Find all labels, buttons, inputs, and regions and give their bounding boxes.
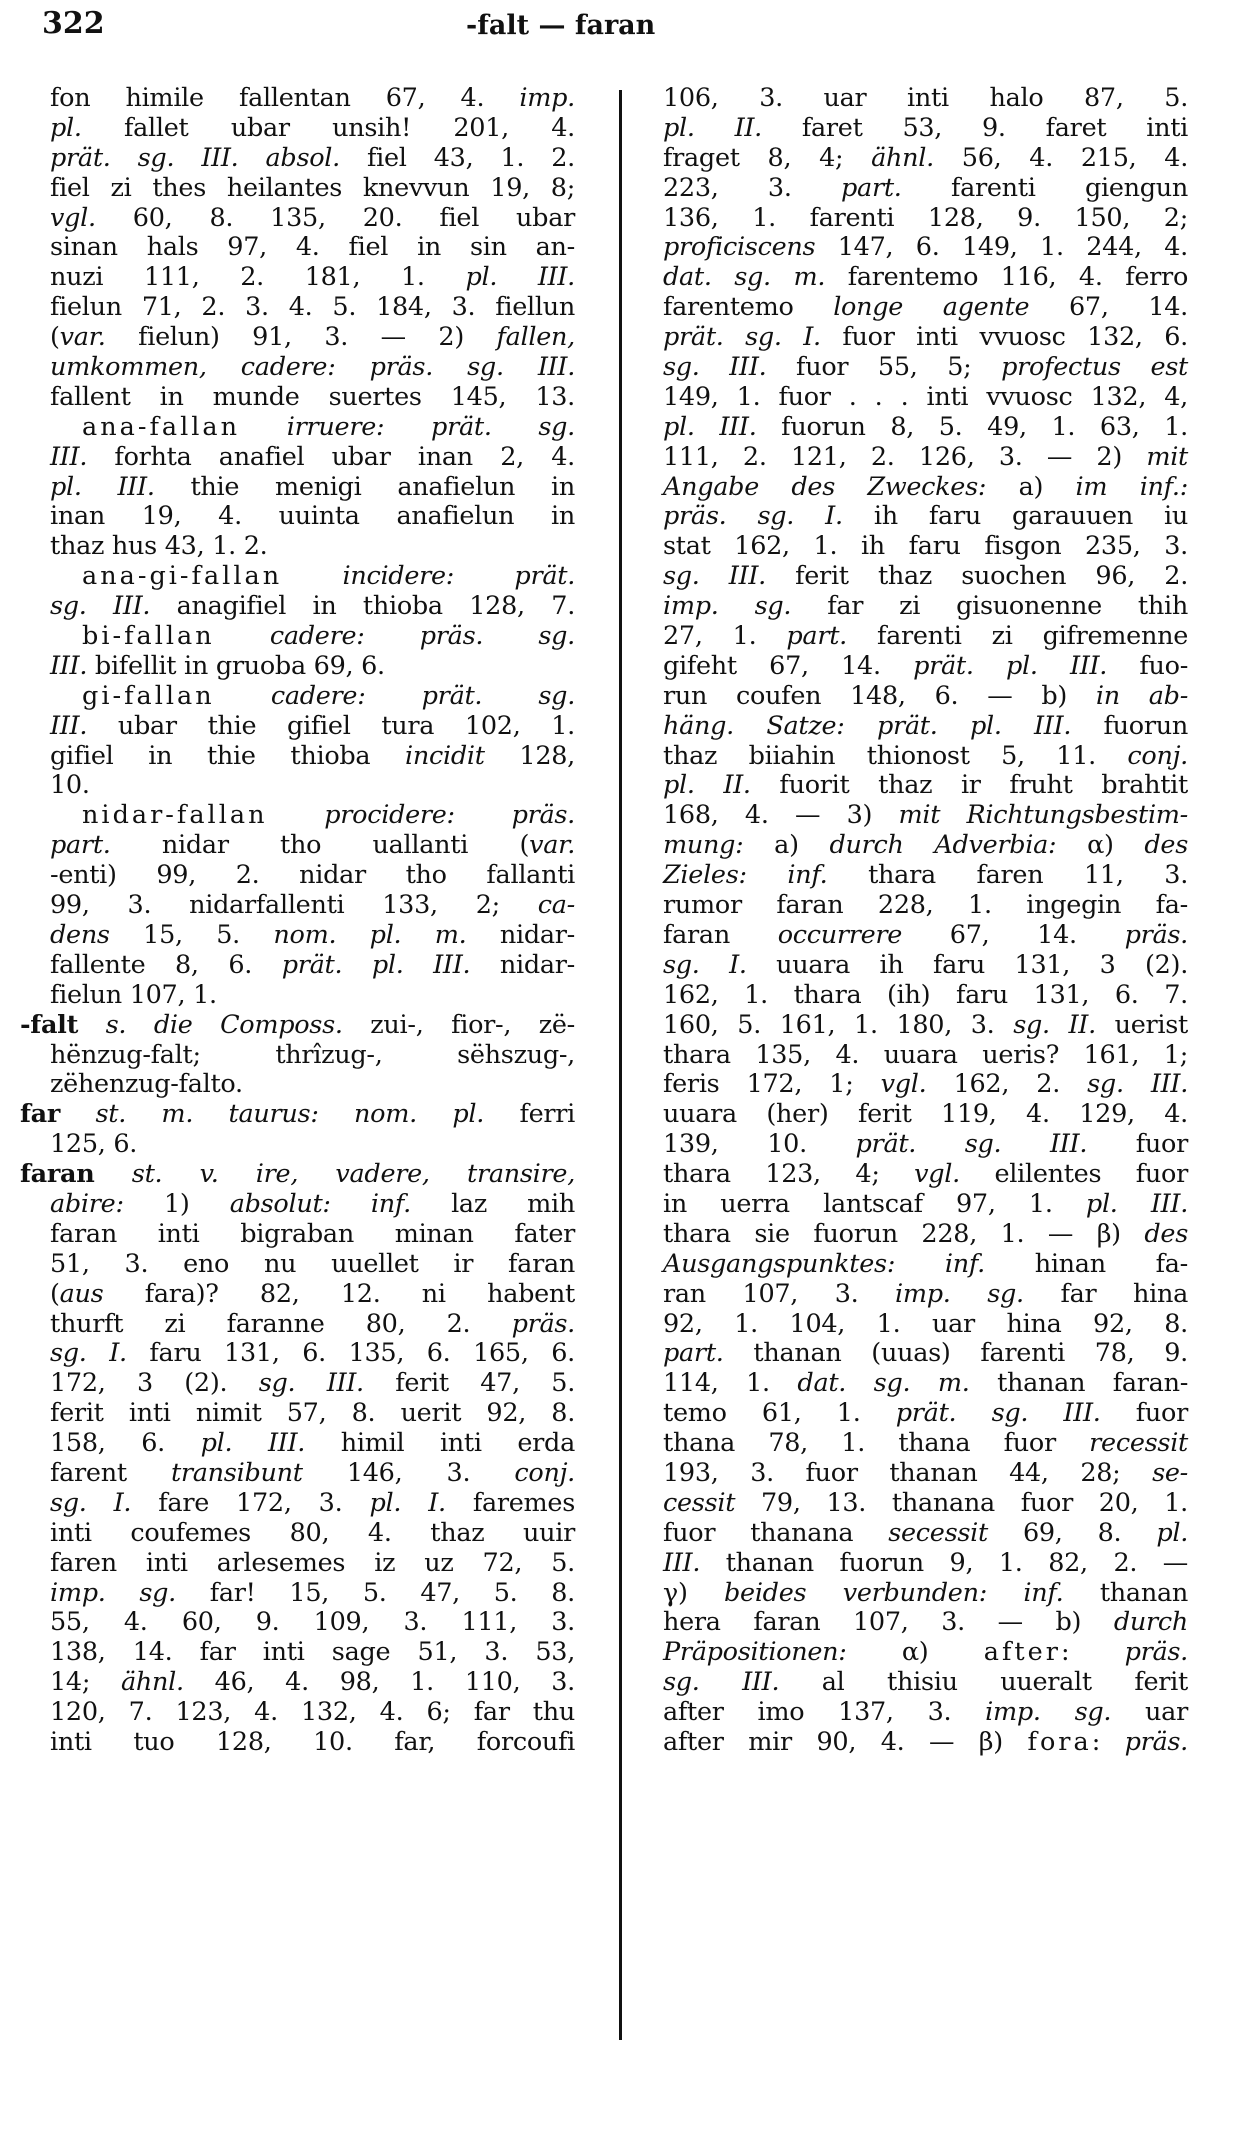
text-line: feris 172, 1; vgl. 162, 2. sg. III.: [663, 1069, 1189, 1100]
text-line: fiel zi thes heilantes knevvun 19, 8;: [50, 172, 575, 203]
text-line: 27, 1. part. farenti zi gifremenne: [663, 621, 1189, 652]
text-line: Zieles: inf. thara faren 11, 3.: [663, 860, 1189, 891]
text-line: pl. II. fuorit thaz ir fruht brahtit: [663, 770, 1188, 801]
text-line: abire: 1) absolut: inf. laz mih: [50, 1188, 575, 1219]
text-line: häng. Satze: prät. pl. III. fuorun: [663, 710, 1188, 741]
text-line: imp. sg. far zi gisuonenne thih: [663, 591, 1188, 622]
text-line: fraget 8, 4; ähnl. 56, 4. 215, 4.: [663, 142, 1188, 173]
text-line: 160, 5. 161, 1. 180, 3. sg. II. uerist: [663, 1009, 1188, 1040]
text-line: thara 123, 4; vgl. elilentes fuor: [663, 1159, 1188, 1190]
text-line: zëhenzug-falto.: [50, 1069, 243, 1100]
text-line: -enti) 99, 2. nidar tho fallanti: [50, 860, 575, 891]
text-line: fon himile fallentan 67, 4. imp.: [50, 83, 575, 113]
text-line: faran inti bigraban minan fater: [50, 1218, 575, 1249]
text-line: III. ubar thie gifiel tura 102, 1.: [50, 710, 575, 741]
text-line: Ausgangspunktes: inf. hinan fa-: [663, 1248, 1188, 1279]
text-line: 138, 14. far inti sage 51, 3. 53,: [50, 1637, 575, 1668]
text-line: farentemo longe agente 67, 14.: [663, 292, 1188, 323]
text-line: 193, 3. fuor thanan 44, 28; se-: [663, 1457, 1188, 1488]
text-line: 114, 1. dat. sg. m. thanan faran-: [663, 1368, 1189, 1399]
text-line: -falt s. die Composs. zui-, fior-, zë-: [20, 1009, 575, 1040]
text-line: pl. III. thie menigi anafielun in: [50, 471, 575, 502]
text-line: (var. fielun) 91, 3. — 2) fallen,: [50, 322, 575, 353]
text-line: bi-fallan cadere: präs. sg.: [82, 621, 575, 652]
text-line: farent transibunt 146, 3. conj.: [50, 1457, 575, 1488]
text-line: gifiel in thie thioba incidit 128,: [50, 740, 575, 771]
text-line: thana 78, 1. thana fuor recessit: [663, 1428, 1188, 1459]
running-head: -falt — faran: [466, 10, 656, 41]
text-line: inti tuo 128, 10. far, forcoufi: [50, 1726, 575, 1757]
text-line: prät. sg. I. fuor inti vvuosc 132, 6.: [663, 322, 1188, 353]
text-line: thurft zi faranne 80, 2. präs.: [50, 1308, 575, 1339]
text-line: umkommen, cadere: präs. sg. III.: [50, 352, 575, 383]
text-line: thara 135, 4. uuara ueris? 161, 1;: [663, 1039, 1188, 1070]
text-line: sg. I. uuara ih faru 131, 3 (2).: [663, 949, 1188, 980]
text-line: III. bifellit in gruoba 69, 6.: [50, 650, 385, 681]
text-line: part. nidar tho uallanti (var.: [50, 830, 575, 861]
text-line: nuzi 111, 2. 181, 1. pl. III.: [50, 262, 575, 293]
text-line: 136, 1. farenti 128, 9. 150, 2;: [663, 202, 1188, 233]
text-line: 10.: [50, 770, 90, 801]
text-line: rumor faran 228, 1. ingegin fa-: [663, 890, 1188, 921]
text-line: 92, 1. 104, 1. uar hina 92, 8.: [663, 1308, 1188, 1339]
text-line: part. thanan (uuas) farenti 78, 9.: [663, 1338, 1188, 1369]
text-line: sg. I. fare 172, 3. pl. I. faremes: [50, 1487, 576, 1518]
text-line: fuor thanana secessit 69, 8. pl.: [663, 1517, 1188, 1548]
text-line: pl. II. faret 53, 9. faret inti: [663, 112, 1189, 143]
text-line: 223, 3. part. farenti giengun: [663, 172, 1189, 203]
text-line: sg. III. anagifiel in thioba 128, 7.: [50, 591, 576, 622]
text-line: imp. sg. far! 15, 5. 47, 5. 8.: [50, 1577, 575, 1608]
text-line: 149, 1. fuor . . . inti vvuosc 132, 4,: [663, 381, 1188, 412]
text-line: Präpositionen: α) after: präs.: [663, 1637, 1188, 1668]
text-line: dens 15, 5. nom. pl. m. nidar-: [50, 919, 576, 950]
column-divider: [619, 90, 622, 2040]
text-line: Angabe des Zweckes: a) im inf.:: [663, 471, 1188, 502]
text-line: 55, 4. 60, 9. 109, 3. 111, 3.: [50, 1607, 575, 1638]
text-line: pl. fallet ubar unsih! 201, 4.: [50, 112, 575, 143]
text-line: ran 107, 3. imp. sg. far hina: [663, 1278, 1188, 1309]
text-line: pl. III. fuorun 8, 5. 49, 1. 63, 1.: [663, 411, 1188, 442]
text-line: 125, 6.: [50, 1129, 138, 1160]
text-line: after mir 90, 4. — β) fora: präs.: [663, 1726, 1188, 1757]
text-line: fallente 8, 6. prät. pl. III. nidar-: [50, 949, 575, 980]
text-line: sg. III. al thisiu uueralt ferit: [663, 1667, 1188, 1698]
text-line: uuara (her) ferit 119, 4. 129, 4.: [663, 1099, 1188, 1130]
text-line: run coufen 148, 6. — b) in ab-: [663, 680, 1189, 711]
text-line: faran st. v. ire, vadere, transire,: [20, 1159, 575, 1190]
text-line: after imo 137, 3. imp. sg. uar: [663, 1697, 1188, 1728]
text-line: fielun 107, 1.: [50, 979, 217, 1010]
page-number: 322: [42, 6, 105, 41]
text-line: 111, 2. 121, 2. 126, 3. — 2) mit: [663, 441, 1188, 472]
text-line: gifeht 67, 14. prät. pl. III. fuo-: [663, 650, 1189, 681]
text-line: ferit inti nimit 57, 8. uerit 92, 8.: [50, 1398, 575, 1429]
text-line: 172, 3 (2). sg. III. ferit 47, 5.: [50, 1368, 576, 1399]
text-line: 139, 10. prät. sg. III. fuor: [663, 1129, 1188, 1160]
text-line: sg. I. faru 131, 6. 135, 6. 165, 6.: [50, 1338, 575, 1369]
text-line: ana-fallan irruere: prät. sg.: [82, 411, 575, 442]
text-line: sinan hals 97, 4. fiel in sin an-: [50, 232, 575, 263]
text-line: prät. sg. III. absol. fiel 43, 1. 2.: [50, 142, 575, 173]
text-line: mung: a) durch Adverbia: α) des: [663, 830, 1188, 861]
text-line: III. thanan fuorun 9, 1. 82, 2. —: [663, 1547, 1188, 1578]
text-line: thaz hus 43, 1. 2.: [50, 531, 268, 562]
text-line: 120, 7. 123, 4. 132, 4. 6; far thu: [50, 1697, 575, 1728]
text-line: nidar-fallan procidere: präs.: [82, 800, 575, 831]
text-line: 99, 3. nidarfallenti 133, 2; ca-: [50, 890, 575, 921]
text-line: temo 61, 1. prät. sg. III. fuor: [663, 1398, 1188, 1429]
text-line: (aus fara)? 82, 12. ni habent: [50, 1278, 575, 1309]
text-line: hënzug-falt; thrîzug-, sëhszug-,: [50, 1039, 575, 1070]
text-line: cessit 79, 13. thanana fuor 20, 1.: [663, 1487, 1188, 1518]
text-line: inti coufemes 80, 4. thaz uuir: [50, 1517, 575, 1548]
text-line: hera faran 107, 3. — b) durch: [663, 1607, 1188, 1638]
text-line: thara sie fuorun 228, 1. — β) des: [663, 1218, 1188, 1249]
text-line: fallent in munde suertes 145, 13.: [50, 381, 575, 412]
text-line: faren inti arlesemes iz uz 72, 5.: [50, 1547, 575, 1578]
text-line: faran occurrere 67, 14. präs.: [663, 919, 1188, 950]
text-line: sg. III. ferit thaz suochen 96, 2.: [663, 561, 1188, 592]
text-line: thaz biiahin thionost 5, 11. conj.: [663, 740, 1188, 771]
text-line: 168, 4. — 3) mit Richtungsbestim-: [663, 800, 1188, 831]
text-line: proficiscens 147, 6. 149, 1. 244, 4.: [663, 232, 1188, 263]
text-line: III. forhta anafiel ubar inan 2, 4.: [50, 441, 575, 472]
text-line: in uerra lantscaf 97, 1. pl. III.: [663, 1188, 1188, 1219]
text-line: 158, 6. pl. III. himil inti erda: [50, 1428, 575, 1459]
text-line: γ) beides verbunden: inf. thanan: [663, 1577, 1188, 1608]
left-column: [20, 83, 576, 1758]
text-line: präs. sg. I. ih faru garauuen iu: [663, 501, 1188, 532]
text-line: ana-gi-fallan incidere: prät.: [82, 561, 576, 592]
text-line: sg. III. fuor 55, 5; profectus est: [663, 352, 1189, 383]
text-line: stat 162, 1. ih faru fisgon 235, 3.: [663, 531, 1188, 562]
text-line: dat. sg. m. farentemo 116, 4. ferro: [663, 262, 1188, 293]
text-line: 162, 1. thara (ih) faru 131, 6. 7.: [663, 979, 1188, 1010]
text-line: 106, 3. uar inti halo 87, 5.: [663, 83, 1188, 113]
text-line: fielun 71, 2. 3. 4. 5. 184, 3. fiellun: [50, 292, 575, 323]
text-line: 14; ähnl. 46, 4. 98, 1. 110, 3.: [50, 1667, 575, 1698]
text-line: 51, 3. eno nu uuellet ir faran: [50, 1248, 575, 1279]
text-line: gi-fallan cadere: prät. sg.: [82, 680, 575, 711]
text-line: inan 19, 4. uuinta anafielun in: [50, 501, 575, 532]
right-column: [663, 84, 1188, 1758]
text-line: vgl. 60, 8. 135, 20. fiel ubar: [50, 202, 575, 233]
text-line: far st. m. taurus: nom. pl. ferri: [20, 1099, 576, 1130]
